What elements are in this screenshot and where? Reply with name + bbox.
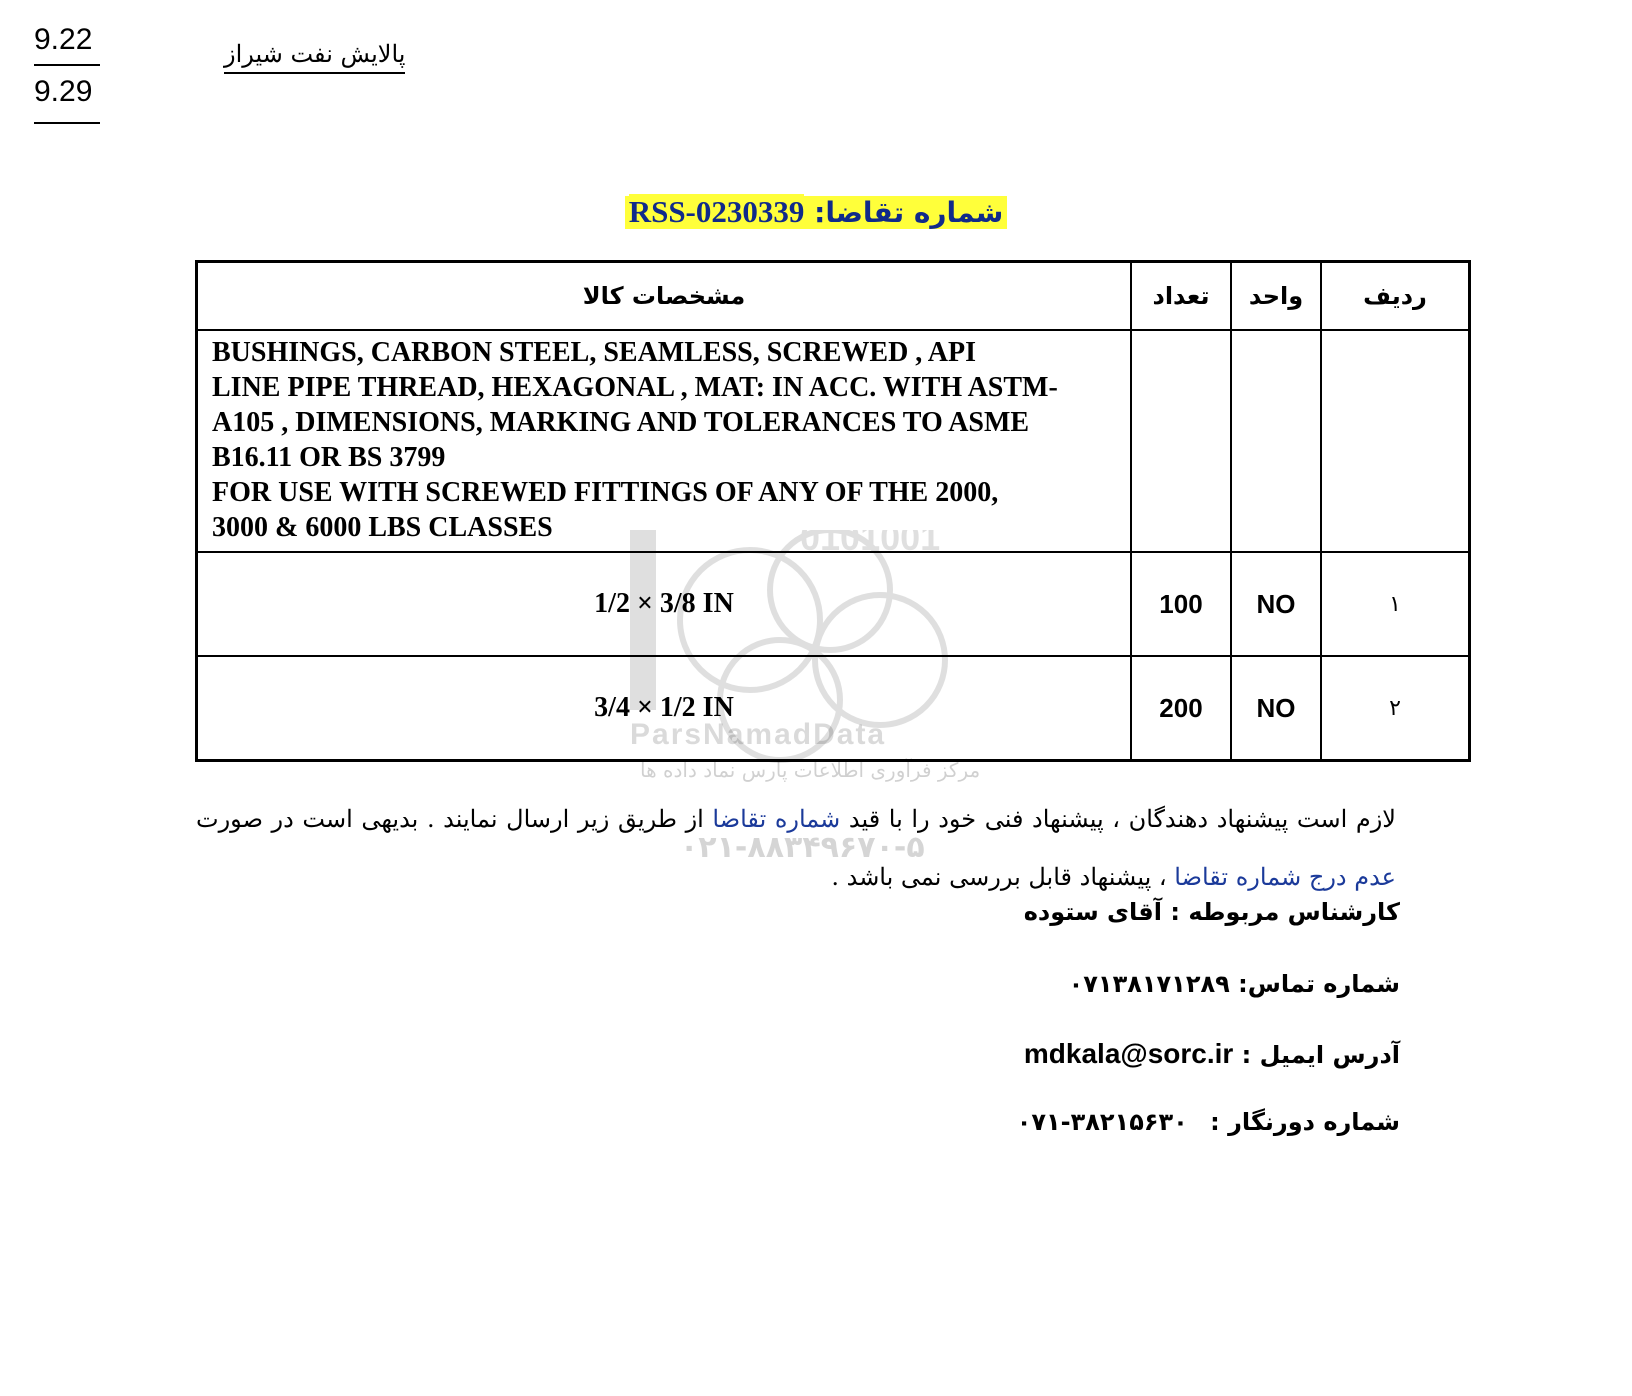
email-label: آدرس ایمیل : bbox=[1241, 1041, 1400, 1069]
email-address[interactable]: mdkala@sorc.ir bbox=[1023, 1038, 1234, 1069]
item-qty: 200 bbox=[1131, 656, 1231, 761]
item-description bbox=[197, 330, 1132, 552]
fax-label: شماره دورنگار : bbox=[1210, 1108, 1400, 1136]
description-line: 3000 & 6000 LBS CLASSES bbox=[212, 512, 553, 543]
expert-name: آقای ستوده bbox=[1023, 898, 1162, 926]
description-line: LINE PIPE THREAD, HEXAGONAL , MAT: IN ACC. WITH ASTM- bbox=[212, 372, 1058, 403]
table-row bbox=[197, 552, 1470, 656]
description-line: B16.11 OR BS 3799 bbox=[212, 442, 446, 473]
phone-label: شماره تماس: bbox=[1238, 970, 1400, 998]
header-spec: مشخصات کالا bbox=[197, 262, 1132, 331]
description-line: FOR USE WITH SCREWED FITTINGS OF ANY OF THE 2000, bbox=[212, 477, 999, 508]
header-row: ردیف bbox=[1321, 262, 1470, 331]
company-name: پالایش نفت شیراز bbox=[224, 40, 405, 74]
item-size: 1/2 × 3/8 IN bbox=[197, 552, 1132, 656]
date-underline bbox=[34, 122, 100, 124]
empty-cell bbox=[1321, 330, 1470, 552]
fax-line bbox=[1017, 1108, 1400, 1136]
date-block bbox=[34, 18, 100, 124]
empty-cell bbox=[1231, 330, 1321, 552]
watermark-phone: ۰۲۱-۸۸۳۴۹۶۷۰-۵ bbox=[680, 830, 925, 865]
request-number: RSS-0230339 bbox=[628, 194, 805, 229]
date-top: 9.22 bbox=[34, 23, 93, 56]
note-text: ، پیشنهاد قابل بررسی نمی باشد . bbox=[831, 863, 1175, 891]
item-unit: NO bbox=[1231, 656, 1321, 761]
fax-number: ۰۷۱-۳۸۲۱۵۶۳۰ bbox=[1016, 1108, 1188, 1136]
table-row bbox=[197, 656, 1470, 761]
item-qty: 100 bbox=[1131, 552, 1231, 656]
phone-number: ۰۷۱۳۸۱۷۱۲۸۹ bbox=[1068, 970, 1230, 998]
item-size: 3/4 × 1/2 IN bbox=[197, 656, 1132, 761]
empty-cell bbox=[1131, 330, 1231, 552]
request-label: شماره تقاضا: bbox=[814, 196, 1004, 229]
watermark-subtitle: مرکز فرآوری اطلاعات پارس نماد داده ها bbox=[640, 758, 981, 782]
table-header-row bbox=[197, 262, 1470, 331]
note-highlight: عدم درج شماره تقاضا bbox=[1174, 863, 1396, 891]
date-bottom: 9.29 bbox=[34, 75, 93, 108]
item-unit: NO bbox=[1231, 552, 1321, 656]
header-unit: واحد bbox=[1231, 262, 1321, 331]
header-qty: تعداد bbox=[1131, 262, 1231, 331]
description-line: A105 , DIMENSIONS, MARKING AND TOLERANCES TO ASME bbox=[212, 407, 1030, 438]
items-table bbox=[195, 260, 1471, 762]
description-row bbox=[197, 330, 1470, 552]
email-line bbox=[1024, 1038, 1400, 1070]
phone-line bbox=[1069, 970, 1400, 998]
request-title bbox=[0, 194, 1632, 230]
watermark-brand: ParsNamadData bbox=[630, 718, 887, 751]
note-highlight: شماره تقاضا bbox=[712, 805, 841, 833]
expert-label: کارشناس مربوطه : bbox=[1170, 898, 1400, 926]
note-text: لازم است پیشنهاد دهندگان ، پیشنهاد فنی خود را با قید bbox=[840, 805, 1396, 833]
date-divider bbox=[34, 64, 100, 66]
expert-line bbox=[1024, 898, 1400, 926]
request-label-wrap bbox=[625, 196, 1008, 229]
description-line: BUSHINGS, CARBON STEEL, SEAMLESS, SCREWED , API bbox=[212, 337, 976, 368]
svg-text:0101001: 0101001 bbox=[800, 530, 941, 558]
item-row-number: ۲ bbox=[1321, 656, 1470, 761]
note-text: از طریق زیر ارسال نمایند . بدیهی است در صورت bbox=[196, 805, 713, 833]
instructions-paragraph bbox=[196, 790, 1396, 906]
item-row-number: ۱ bbox=[1321, 552, 1470, 656]
